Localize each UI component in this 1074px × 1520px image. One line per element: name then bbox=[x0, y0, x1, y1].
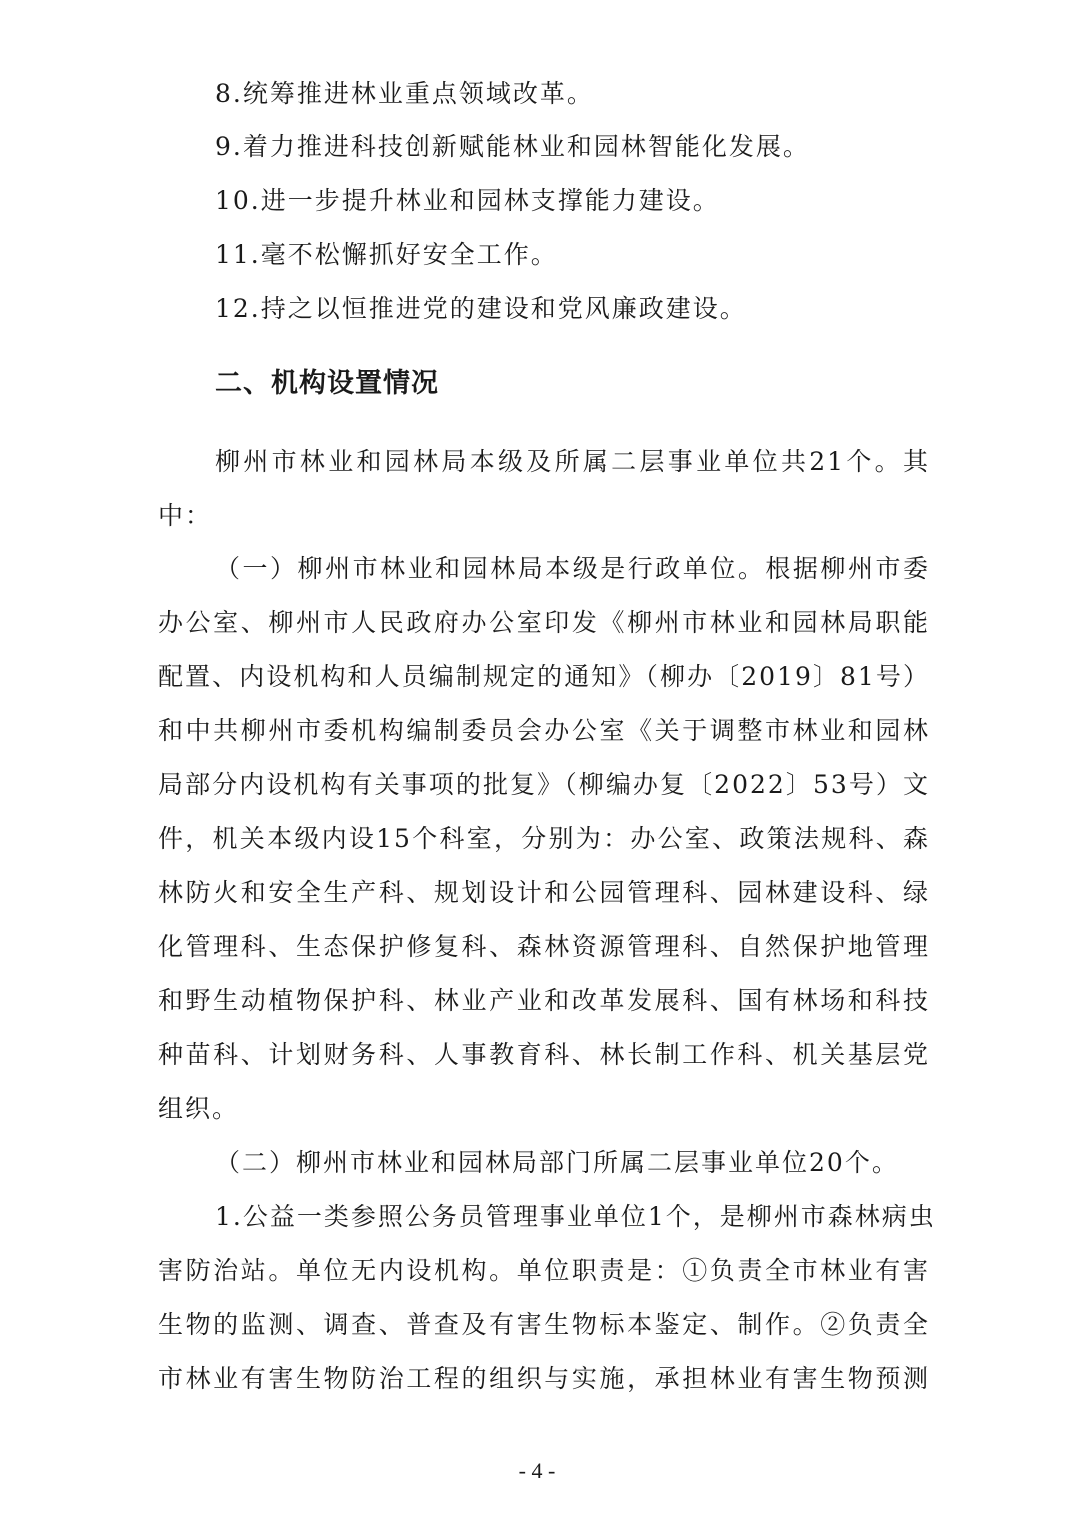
paragraph-line: （一）柳州市林业和园林局本级是行政单位。根据柳州市委 bbox=[215, 554, 930, 583]
paragraph-line: 局部分内设机构有关事项的批复》（柳编办复〔2022〕53号）文 bbox=[158, 770, 930, 799]
paragraph-line: 组织。 bbox=[158, 1094, 240, 1123]
paragraph-line: 害防治站。单位无内设机构。单位职责是：①负责全市林业有害 bbox=[158, 1256, 930, 1285]
paragraph-line: （二）柳州市林业和园林局部门所属二层事业单位20个。 bbox=[215, 1148, 899, 1177]
paragraph-line: 柳州市林业和园林局本级及所属二层事业单位共21个。其 bbox=[215, 447, 930, 476]
paragraph-line: 和野生动植物保护科、林业产业和改革发展科、国有林场和科技 bbox=[158, 986, 930, 1015]
paragraph-line: 1.公益一类参照公务员管理事业单位1个，是柳州市森林病虫 bbox=[215, 1202, 936, 1231]
paragraph-line: 生物的监测、调查、普查及有害生物标本鉴定、制作。②负责全 bbox=[158, 1310, 930, 1339]
paragraph-line: 办公室、柳州市人民政府办公室印发《柳州市林业和园林局职能 bbox=[158, 608, 930, 637]
list-item-10: 10.进一步提升林业和园林支撑能力建设。 bbox=[215, 186, 720, 215]
list-item-9: 9.着力推进科技创新赋能林业和园林智能化发展。 bbox=[215, 132, 810, 161]
paragraph-line: 配置、内设机构和人员编制规定的通知》（柳办〔2019〕81号） bbox=[158, 662, 930, 691]
paragraph-line: 中： bbox=[158, 501, 213, 530]
paragraph-line: 化管理科、生态保护修复科、森林资源管理科、自然保护地管理 bbox=[158, 932, 930, 961]
list-item-8: 8.统筹推进林业重点领域改革。 bbox=[215, 79, 594, 108]
section-heading: 二、机构设置情况 bbox=[215, 368, 439, 399]
list-item-12: 12.持之以恒推进党的建设和党风廉政建设。 bbox=[215, 294, 747, 323]
paragraph-line: 和中共柳州市委机构编制委员会办公室《关于调整市林业和园林 bbox=[158, 716, 930, 745]
paragraph-line: 市林业有害生物防治工程的组织与实施，承担林业有害生物预测 bbox=[158, 1364, 930, 1393]
page-number: - 4 - bbox=[518, 1458, 556, 1483]
paragraph-line: 种苗科、计划财务科、人事教育科、林长制工作科、机关基层党 bbox=[158, 1040, 930, 1069]
paragraph-line: 件，机关本级内设15个科室，分别为：办公室、政策法规科、森 bbox=[158, 824, 930, 853]
list-item-11: 11.毫不松懈抓好安全工作。 bbox=[215, 240, 558, 269]
paragraph-line: 林防火和安全生产科、规划设计和公园管理科、园林建设科、绿 bbox=[158, 878, 930, 907]
